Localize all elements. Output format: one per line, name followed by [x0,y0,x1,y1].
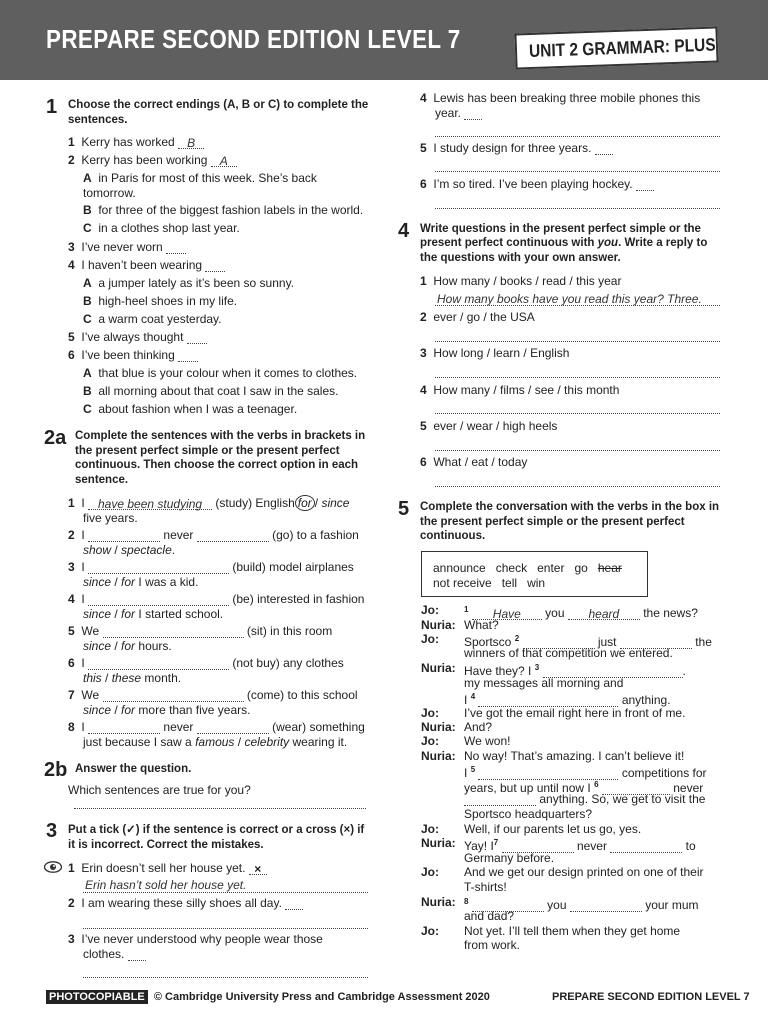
exercise-item: 1 Erin doesn’t sell her house yet. × [68,861,267,875]
exercise-item: 2 ever / go / the USA [420,310,535,324]
exercise-instruction: Complete the sentences with the verbs in brackets in the present perfect simple or the present perfect continuous. Then choose the correct option in each sentence. [75,430,366,486]
answer-line[interactable] [435,208,720,209]
exercise-item: 5 ever / wear / high heels [420,419,558,433]
exercise-item-line2: clothes. [83,947,146,961]
answer-text: How many books have you read this year? Three. [437,292,702,306]
exercise-item: 5 I study design for three years. [420,141,613,155]
question-text: Which sentences are true for you? [68,783,251,797]
answer-blank[interactable]: A [211,154,237,167]
exercise-number: 3 [46,820,58,842]
option: A in Paris for most of this week. She’s back [83,171,317,185]
speaker-label: Jo: [421,822,439,836]
exercise-item: 5 I’ve always thought [68,330,207,344]
exercise-number: 5 [398,498,410,520]
exercise-item: 2 I never (go) to a fashion [68,528,359,542]
exercise-item-line2: since / for hours. [83,639,172,653]
unit-label: UNIT 2 GRAMMAR: PLUS [528,34,716,62]
answer-line[interactable] [435,341,720,342]
exercise-item: 3 How long / learn / English [420,346,570,360]
dialogue-line: We won! [464,734,511,748]
exercise-item-line2: year. [435,106,482,120]
speaker-label: Jo: [421,706,439,720]
exercise-number: 2a [44,427,67,449]
answer-blank[interactable] [103,689,244,702]
exercise-number: 4 [398,220,410,242]
speaker-label: Jo: [421,632,439,646]
dialogue-line: years, but up until now I $^6$ never [464,780,704,795]
dialogue-line: and dad? [464,909,515,923]
answer-blank[interactable] [88,529,160,542]
speaker-label: Nuria: [421,661,456,675]
answer-blank[interactable] [88,721,160,734]
option: B high-heel shoes in my life. [83,294,238,308]
answer-blank[interactable] [464,793,536,806]
speaker-label: Nuria: [421,720,456,734]
book-title: PREPARE SECOND EDITION LEVEL 7 [46,24,461,54]
answer-blank[interactable] [636,178,654,191]
speaker-label: Jo: [421,734,439,748]
dialogue-line: I $^5$ competitions for [464,765,707,780]
dialogue-line: T-shirts! [464,880,507,894]
exercise-instruction: Complete the conversation with the verbs in the box in the present perfect simple or the present perfect continuous. [420,501,720,542]
answer-line[interactable] [83,977,368,978]
speaker-label: Nuria: [421,749,456,763]
answer-blank[interactable] [187,331,207,344]
option: A a jumper lately as it’s been so sunny. [83,276,295,290]
dialogue-line: $^1$ Have you heard the news? [464,605,698,621]
exercise-item: 3 I (build) model airplanes [68,560,354,574]
page-header [0,0,768,80]
answer-line[interactable] [435,413,720,414]
circled-option[interactable]: for [295,495,315,511]
word-option: check [495,561,528,575]
dialogue-line: from work. [464,938,521,952]
exercise-item: 6 I (not buy) any clothes [68,656,344,670]
dialogue-line: Not yet. I’ll tell them when they get home [464,924,681,938]
speaker-label: Nuria: [421,618,456,632]
exercise-instruction: Put a tick (✓) if the sentence is correct or a cross (×) if it is incorrect. Correct the mistakes. [68,824,365,851]
answer-blank[interactable] [178,349,198,362]
answer-blank[interactable] [103,625,244,638]
eye-icon [44,861,62,873]
footer-left [46,991,490,1003]
exercise-item: 6 What / eat / today [420,455,528,469]
option: C a warm coat yesterday. [83,312,222,326]
exercise-item-line2: since / for I started school. [83,607,224,621]
answer-line[interactable] [435,450,720,451]
answer-blank[interactable] [88,593,229,606]
exercise-item: 1 How many / books / read / this year [420,274,622,288]
word-option: go [574,561,588,575]
option: C in a clothes shop last year. [83,221,240,235]
answer-blank[interactable]: Have [472,607,542,620]
exercise-item: 4 Lewis has been breaking three mobile phones this [420,91,701,105]
answer-blank[interactable] [595,142,613,155]
exercise-item-line2: just because I saw a famous / celebrity wearing it. [83,735,348,749]
dialogue-line: I’ve got the email right here in front of me. [464,706,686,720]
answer-blank[interactable] [285,897,303,910]
answer-line[interactable] [435,305,720,306]
word-option: not receive [433,576,492,590]
answer-line[interactable] [435,486,720,487]
answer-blank[interactable] [197,721,269,734]
exercise-item: 3 I’ve never understood why people wear those [68,932,323,946]
speaker-label: Nuria: [421,836,456,850]
option: C about fashion when I was a teenager. [83,402,298,416]
dialogue-line: Have they? I $^3$ . [464,663,686,678]
exercise-item-line2: since / for more than five years. [83,703,251,717]
photocopiable-badge: PHOTOCOPIABLE [46,990,148,1004]
answer-blank[interactable] [197,529,269,542]
exercise-number: 2b [44,759,68,781]
dialogue-line: And? [464,720,493,734]
exercise-item: 2 I am wearing these silly shoes all day. [68,896,303,910]
option: tomorrow. [83,186,136,200]
answer-blank[interactable] [128,948,146,961]
unit-label-box [514,26,718,69]
exercise-item: 6 I’ve been thinking [68,348,198,362]
answer-blank[interactable]: B [178,136,204,149]
speaker-label: Nuria: [421,895,456,909]
answer-blank[interactable]: have been studying [88,497,212,510]
answer-blank[interactable] [88,657,229,670]
dialogue-line: Well, if our parents let us go, yes. [464,822,642,836]
word-option: enter [537,561,565,575]
answer-blank[interactable]: heard [568,607,640,620]
exercise-instruction: Choose the correct endings (A, B or C) to complete the sentences. [68,99,369,126]
exercise-item: 5 We (sit) in this room [68,624,333,638]
option: B all morning about that coat I saw in the sales. [83,384,339,398]
answer-blank[interactable] [610,840,682,853]
option: A that blue is your colour when it comes to clothes. [83,366,358,380]
exercise-item-line2: show / spectacle. [83,543,176,557]
speaker-label: Jo: [421,603,439,617]
word-option: win [527,576,546,590]
answer-line[interactable] [83,892,368,893]
answer-blank[interactable] [88,561,229,574]
dialogue-line: Yay! $I^7$ never to [464,838,696,853]
exercise-instruction: present perfect continuous with you. Write a reply to [420,237,708,249]
exercise-instruction: the questions with your own answer. [420,252,621,264]
exercise-item: 8 I never (wear) something [68,720,365,734]
dialogue-line: And we get our design printed on one of their [464,865,704,879]
option: B for three of the biggest fashion labels in the world. [83,203,364,217]
exercise-item-line2: five years. [83,511,138,525]
answer-line[interactable] [435,377,720,378]
dialogue-line: No way! That’s amazing. I can’t believe it! [464,749,685,763]
answer-line[interactable] [435,171,720,172]
answer-blank[interactable] [166,241,186,254]
exercise-item: 4 I haven’t been wearing [68,258,225,272]
dialogue-line: winners of that competition we entered. [464,646,673,660]
exercise-item-line2: since / for I was a kid. [83,575,199,589]
copyright-text: © Cambridge University Press and Cambridge Assessment 2020 [153,991,490,1003]
speaker-label: Jo: [421,865,439,879]
dialogue-line: anything. So, we get to visit the [464,792,705,806]
answer-blank[interactable] [205,259,225,272]
dialogue-line: my messages all morning and [464,676,624,690]
word-box [421,551,648,597]
answer-blank[interactable] [570,899,642,912]
exercise-item: 6 I’m so tired. I’ve been playing hockey. [420,177,654,191]
exercise-item: 1 Kerry has worked B [68,135,204,149]
exercise-number: 1 [46,96,58,118]
dialogue-line: Germany before. [464,851,555,865]
exercise-instruction: Write questions in the present perfect simple or the [420,223,701,235]
exercise-item: 7 We (come) to this school [68,688,358,702]
dialogue-line: I $^4$ anything. [464,692,671,707]
answer-line[interactable] [74,808,366,809]
word-option: announce [433,561,486,575]
word-option-used: hear [597,561,622,575]
answer-line[interactable] [435,136,720,137]
exercise-item: 2 Kerry has been working A [68,153,237,167]
exercise-item: 4 How many / films / see / this month [420,383,620,397]
word-option: tell [501,576,518,590]
dialogue-line: What? [464,618,499,632]
dialogue-line: Sportsco headquarters? [464,807,593,821]
footer-right: PREPARE SECOND EDITION LEVEL 7 [552,991,750,1003]
answer-blank[interactable]: × [249,862,267,875]
answer-blank[interactable] [464,107,482,120]
exercise-instruction: Answer the question. [75,763,192,775]
dialogue-line: Sportsco $^2$ just the [464,634,712,649]
exercise-item: 4 I (be) interested in fashion [68,592,365,606]
exercise-item-line2: this / these month. [83,671,182,685]
exercise-item: 3 I’ve never worn [68,240,186,254]
exercise-item: 1 I have been studying (study) English for / since [68,496,350,511]
answer-line[interactable] [83,928,368,929]
speaker-label: Jo: [421,924,439,938]
correction-text: Erin hasn’t sold her house yet. [85,878,247,892]
dialogue-line: $^8$ you your mum [464,897,699,912]
